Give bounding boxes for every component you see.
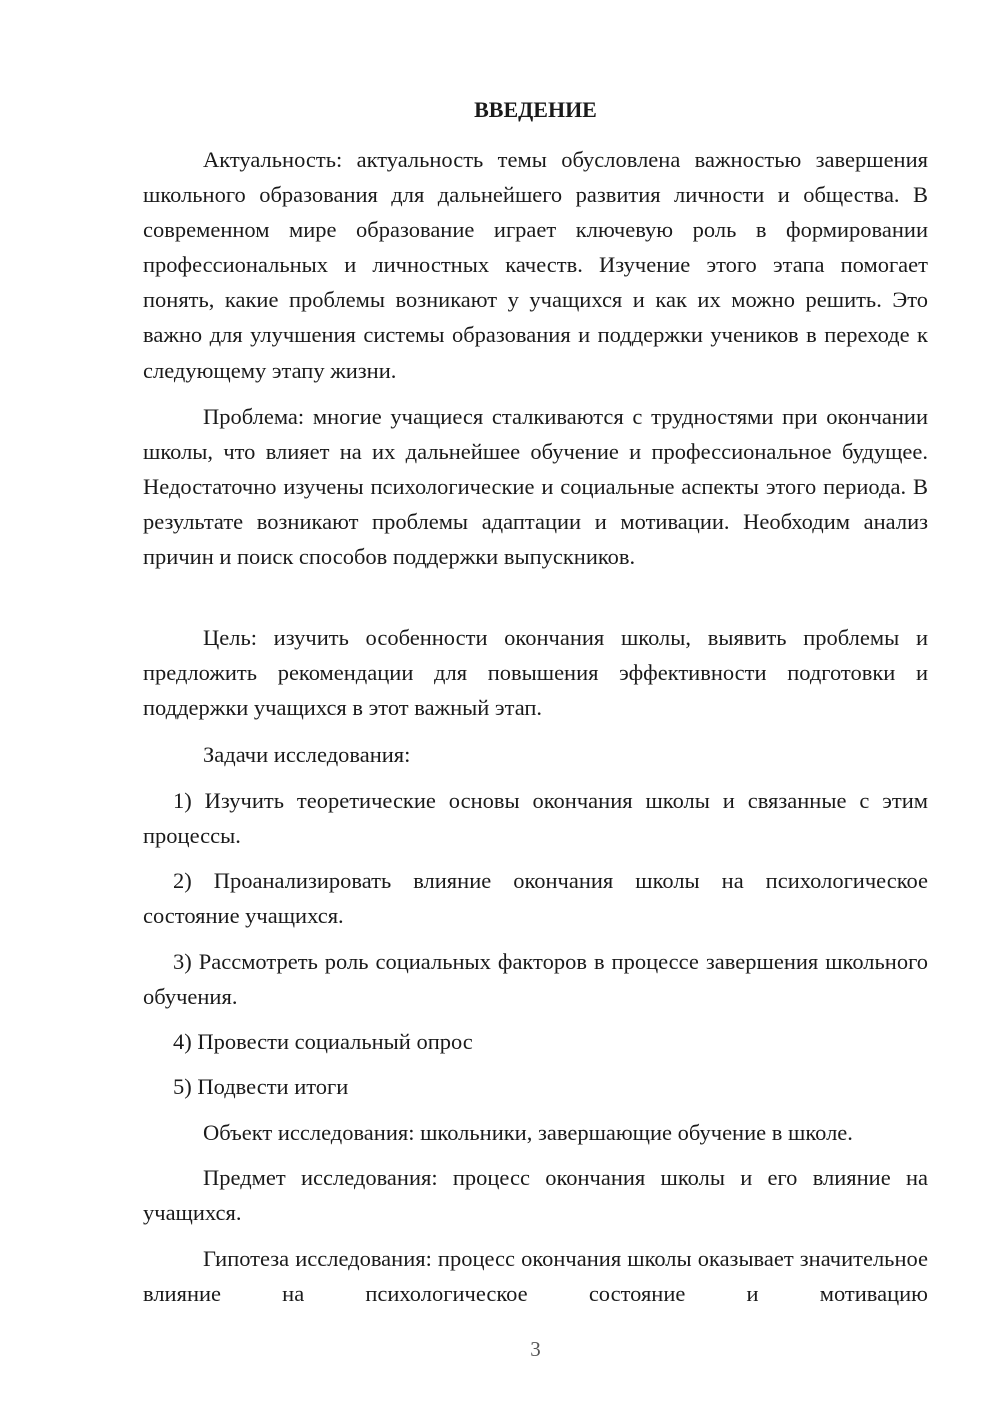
paragraph-object: Объект исследования: школьники, завершающие обучение в школе. bbox=[203, 1120, 853, 1145]
tasks-heading: Задачи исследования: bbox=[203, 742, 411, 767]
section-title: ВВЕДЕНИЕ bbox=[474, 97, 597, 122]
task-item-4: 4) Провести социальный опрос bbox=[173, 1029, 473, 1054]
paragraph-problem: Проблема: многие учащиеся сталкиваются с трудностями при окончании школы, что влияет на их дальнейшее обучение и профессиональное будущее. Недостаточно изучены психологические и социальные аспекты этого периода. В результате возникают проблемы адаптации и мотивации. Необходим анализ причин и поиск способов поддержки выпускников. bbox=[143, 404, 928, 570]
paragraph-hypothesis: Гипотеза исследования: процесс окончания школы оказывает значительное влияние на психологическое состояние и мотивацию bbox=[143, 1246, 928, 1307]
task-item-3: 3) Рассмотреть роль социальных факторов в процессе завершения школьного обучения. bbox=[143, 949, 928, 1010]
paragraph-goal: Цель: изучить особенности окончания школы, выявить проблемы и предложить рекомендации для повышения эффективности подготовки и поддержки учащихся в этот важный этап. bbox=[143, 625, 928, 721]
page-number: 3 bbox=[530, 1337, 541, 1361]
task-item-1: 1) Изучить теоретические основы окончания школы и связанные с этим процессы. bbox=[143, 788, 928, 849]
paragraph-subject: Предмет исследования: процесс окончания школы и его влияние на учащихся. bbox=[143, 1165, 928, 1226]
task-item-5: 5) Подвести итоги bbox=[173, 1074, 349, 1099]
task-item-2: 2) Проанализировать влияние окончания школы на психологическое состояние учащихся. bbox=[143, 868, 928, 929]
paragraph-relevance: Актуальность: актуальность темы обусловлена важностью завершения школьного образования для дальнейшего развития личности и общества. В современном мире образование играет ключевую роль в формировании профессиональных и личностных качеств. Изучение этого этапа помогает понять, какие проблемы возникают у учащихся и как их можно решить. Это важно для улучшения системы образования и поддержки учеников в переходе к следующему этапу жизни. bbox=[143, 147, 928, 383]
